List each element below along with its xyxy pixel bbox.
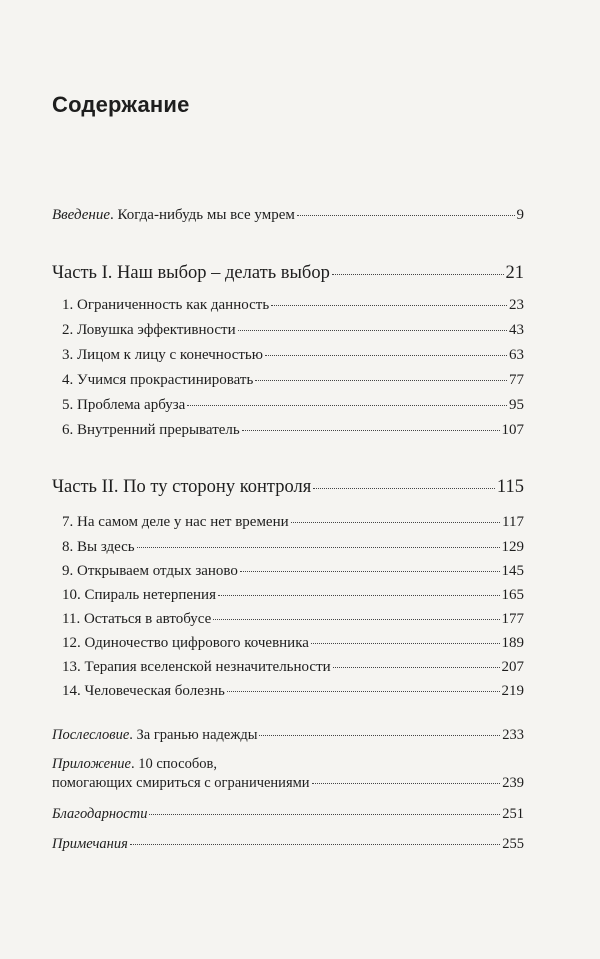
toc-entry-chapter — [52, 563, 524, 580]
dot-leader — [259, 735, 500, 736]
page-number: 255 — [502, 836, 524, 852]
chapter-title: 13. Терапия вселенской незначительности — [62, 659, 331, 675]
chapter-title: 2. Ловушка эффективности — [62, 322, 236, 338]
toc-entry-chapter — [52, 422, 524, 439]
notes-title: Примечания — [52, 836, 128, 852]
dot-leader — [297, 215, 515, 216]
intro-title: Когда-нибудь мы все умрем — [113, 207, 295, 223]
chapter-title: 7. На самом деле у нас нет времени — [62, 514, 289, 530]
dot-leader — [218, 595, 500, 596]
page-number: 189 — [501, 635, 524, 651]
dot-leader — [332, 274, 504, 275]
intro-prefix: Введение — [52, 207, 110, 223]
toc-entry-chapter — [52, 372, 524, 389]
dot-leader — [311, 643, 500, 644]
dot-leader — [213, 619, 499, 620]
page-number: 115 — [496, 477, 524, 497]
dot-leader — [227, 691, 500, 692]
page-number: 117 — [502, 514, 524, 530]
page-number: 21 — [505, 263, 524, 283]
chapter-title: 8. Вы здесь — [62, 539, 135, 555]
toc-entry-chapter — [52, 297, 524, 314]
dot-leader — [255, 380, 507, 381]
page-number: 219 — [501, 683, 524, 699]
page-number: 233 — [502, 727, 524, 743]
toc-entry-chapter — [52, 683, 524, 700]
dot-leader — [291, 522, 500, 523]
dot-leader — [149, 814, 500, 815]
toc-entry-afterword: Послесловие. За гранью надежды 233 — [52, 727, 524, 743]
page-number: 177 — [501, 611, 524, 627]
toc-entry-acknowledgements — [52, 806, 524, 823]
page-number: 43 — [509, 322, 524, 338]
appendix-title-line-1: 10 способов, — [134, 756, 217, 772]
toc-entry-chapter — [52, 397, 524, 414]
chapter-title: 3. Лицом к лицу с конечностью — [62, 347, 263, 363]
page-number: 9 — [516, 207, 524, 223]
chapter-title: 10. Спираль нетерпения — [62, 587, 216, 603]
chapter-title: 4. Учимся прокрастинировать — [62, 372, 254, 388]
appendix-prefix: Приложение — [52, 756, 131, 772]
chapter-title: 9. Открываем отдых заново — [62, 563, 238, 579]
dot-leader — [313, 488, 495, 489]
acknowledgements-title: Благодарности — [52, 806, 148, 822]
toc-entry-chapter — [52, 322, 524, 339]
dot-leader — [271, 305, 507, 306]
chapter-title: 14. Человеческая болезнь — [62, 683, 225, 699]
afterword-title: За гранью надежды — [132, 727, 258, 743]
page-number: 95 — [509, 397, 524, 413]
dot-leader — [187, 405, 507, 406]
dot-leader — [137, 547, 500, 548]
dot-leader — [240, 571, 500, 572]
page-title: Содержание — [52, 92, 190, 117]
afterword-prefix: Послесловие — [52, 727, 130, 743]
page-number: 239 — [502, 775, 524, 791]
dot-leader — [333, 667, 500, 668]
toc-entry-chapter — [52, 635, 524, 652]
toc-entry-intro: Введение. Когда-нибудь мы все умрем 9 — [52, 207, 524, 223]
chapter-title: 12. Одиночество цифрового кочевника — [62, 635, 309, 651]
page-number: 107 — [501, 422, 524, 438]
toc-entry-part-1 — [52, 263, 524, 284]
appendix-title-line-2: помогающих смириться с ограничениями — [52, 775, 310, 791]
chapter-title: 6. Внутренний прерыватель — [62, 422, 240, 438]
toc-entry-appendix — [52, 775, 524, 792]
page-number: 207 — [501, 659, 524, 675]
toc-entry-chapter — [52, 347, 524, 364]
page-number: 129 — [501, 539, 524, 555]
page-number: 77 — [509, 372, 524, 388]
toc-entry-chapter — [52, 659, 524, 676]
toc-entry-part-2 — [52, 477, 524, 498]
part-title: Часть I. Наш выбор – делать выбор — [52, 263, 330, 283]
toc-entry-notes — [52, 836, 524, 853]
appendix-line-1: Приложение. 10 способов, — [52, 756, 217, 772]
chapter-title: 11. Остаться в автобусе — [62, 611, 212, 627]
dot-leader — [312, 783, 501, 784]
toc-entry-chapter — [52, 539, 524, 556]
toc-entry-chapter — [52, 611, 524, 628]
toc-entry-chapter — [52, 587, 524, 604]
dot-leader — [265, 355, 507, 356]
chapter-title: 5. Проблема арбуза — [62, 397, 186, 413]
page-number: 251 — [502, 806, 524, 822]
chapter-title: 1. Ограниченность как данность — [62, 297, 270, 313]
dot-leader — [242, 430, 500, 431]
page-number: 145 — [501, 563, 524, 579]
page-number: 63 — [509, 347, 524, 363]
page-number: 23 — [509, 297, 524, 313]
dot-leader — [130, 844, 500, 845]
toc-entry-chapter — [52, 514, 524, 531]
dot-leader — [238, 330, 507, 331]
part-title: Часть II. По ту сторону контроля — [52, 477, 312, 497]
page-number: 165 — [501, 587, 524, 603]
